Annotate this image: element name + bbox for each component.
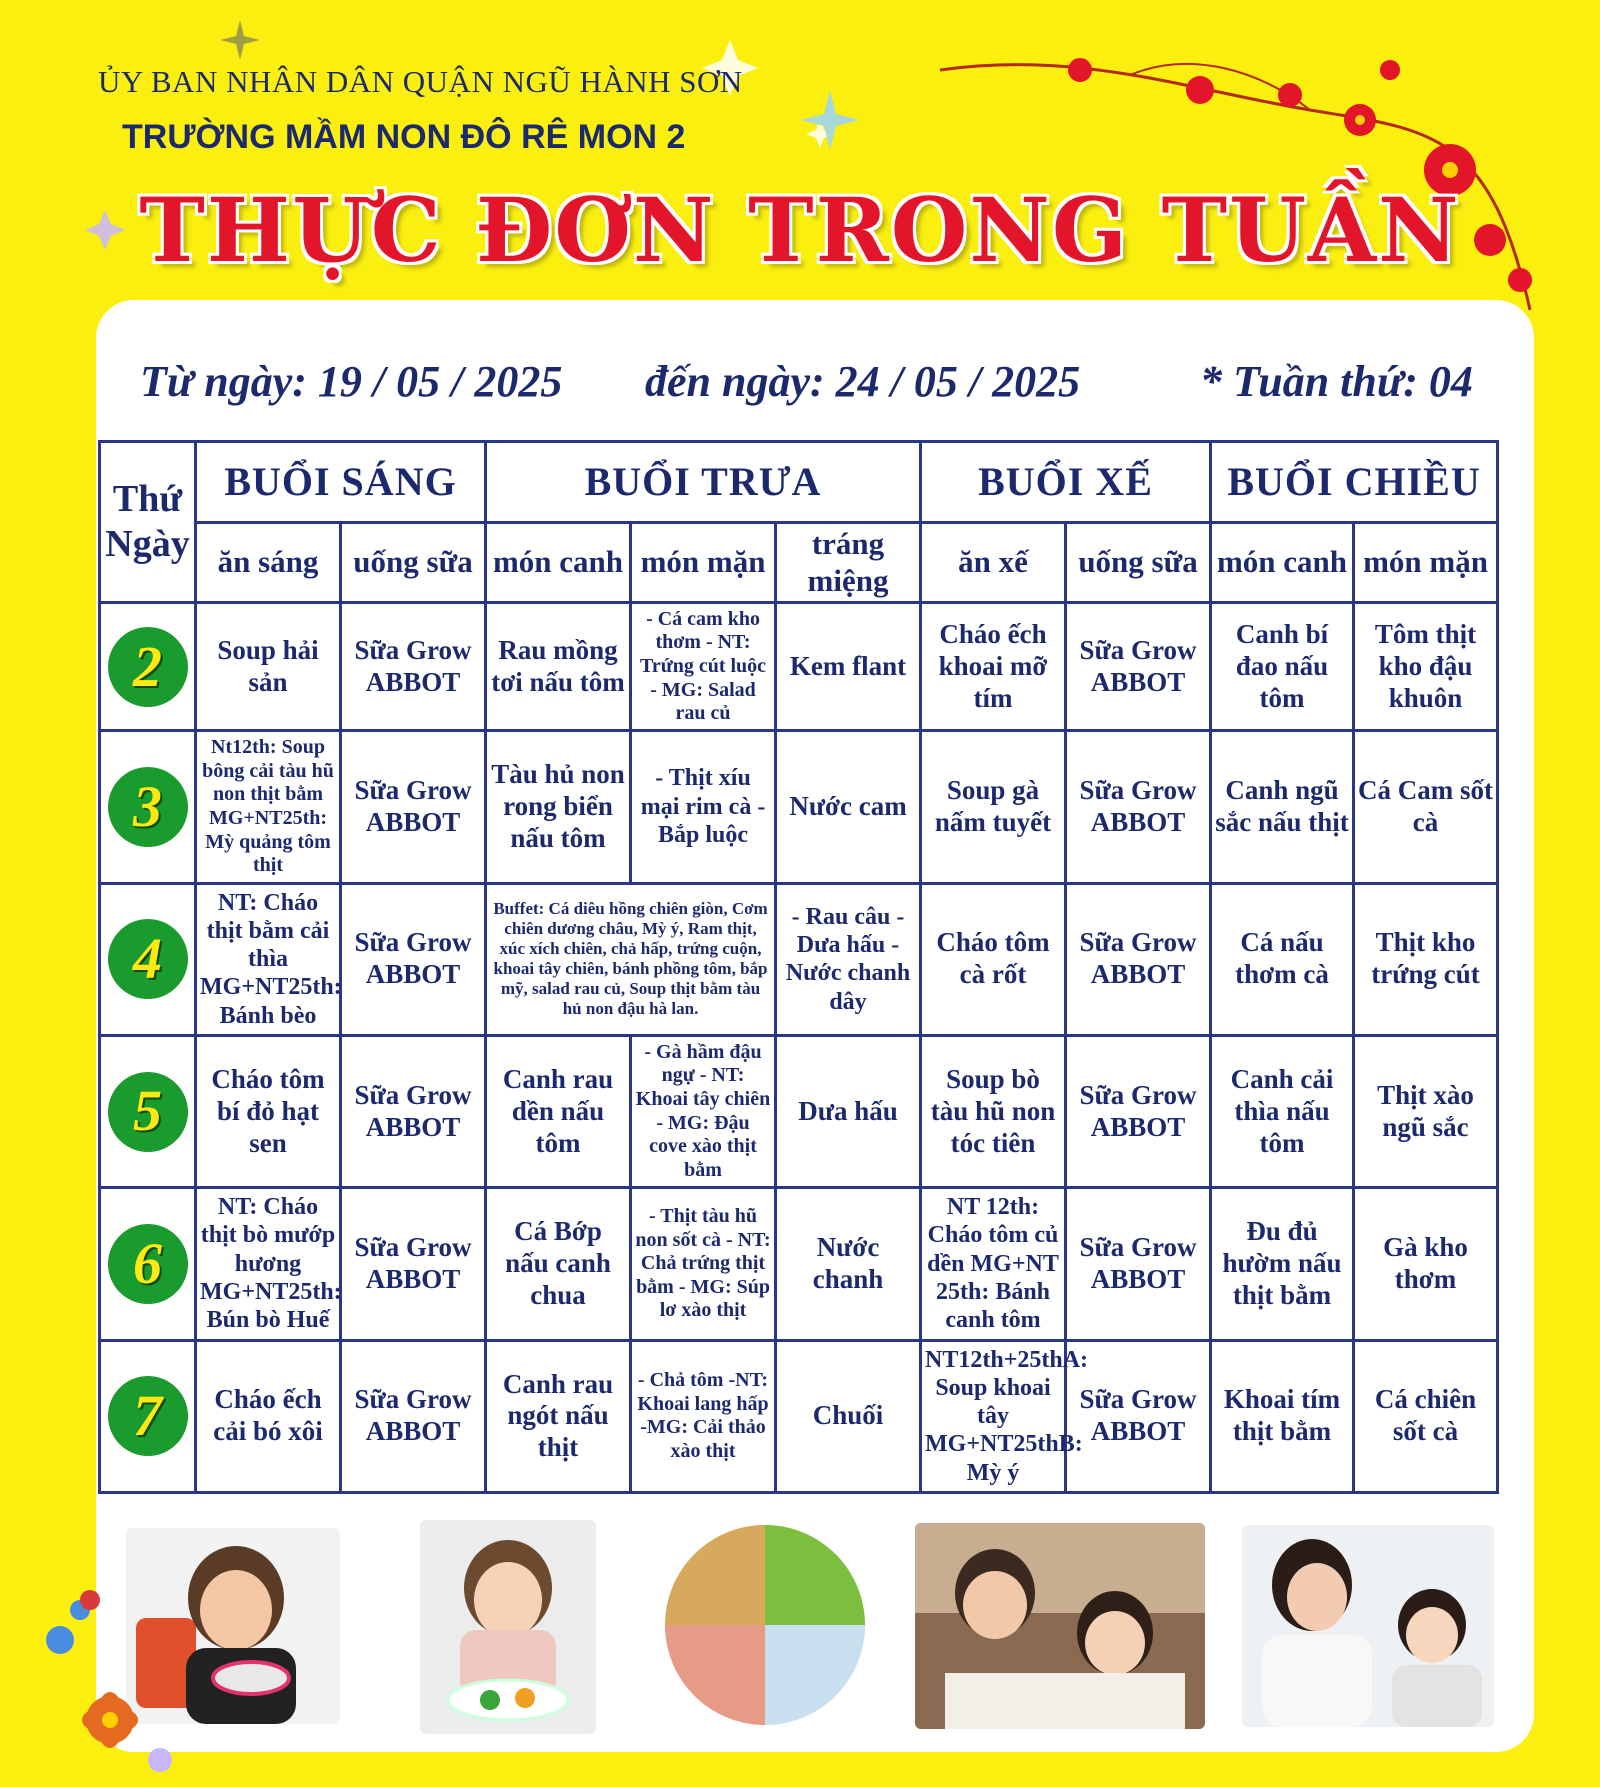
menu-cell: Nt12th: Soup bông cải tàu hũ non thịt bằm MG+NT25th: Mỳ quảng tôm thịt bbox=[196, 731, 341, 883]
table-row bbox=[100, 1188, 1498, 1340]
group-noon: BUỔI TRƯA bbox=[486, 442, 921, 523]
day-number-badge: 3 bbox=[108, 767, 188, 847]
food-groups-photo bbox=[660, 1520, 870, 1730]
menu-cell: Dưa hấu bbox=[776, 1035, 921, 1187]
menu-cell: Cá chiên sốt cà bbox=[1354, 1340, 1498, 1492]
menu-cell: Canh bí đao nấu tôm bbox=[1211, 603, 1354, 731]
subheader: món mặn bbox=[631, 523, 776, 603]
menu-cell: Sữa Grow ABBOT bbox=[1066, 603, 1211, 731]
day-cell bbox=[100, 731, 196, 883]
menu-cell: Sữa Grow ABBOT bbox=[1066, 883, 1211, 1035]
menu-cell: - Cá cam kho thơm - NT: Trứng cút luộc - MG: Salad rau củ bbox=[631, 603, 776, 731]
subheader: uống sữa bbox=[341, 523, 486, 603]
menu-cell: Soup hải sản bbox=[196, 603, 341, 731]
day-cell bbox=[100, 1188, 196, 1340]
baby-plate-photo bbox=[420, 1520, 596, 1734]
menu-cell: Cháo ếch cải bó xôi bbox=[196, 1340, 341, 1492]
date-to: đến ngày: 24 / 05 / 2025 bbox=[645, 357, 1081, 406]
menu-cell: Cháo ếch khoai mỡ tím bbox=[921, 603, 1066, 731]
day-number-badge: 6 bbox=[108, 1224, 188, 1304]
table-row bbox=[100, 603, 1498, 731]
menu-cell: Gà kho thơm bbox=[1354, 1188, 1498, 1340]
menu-cell: Sữa Grow ABBOT bbox=[341, 883, 486, 1035]
menu-cell: - Thịt xíu mại rim cà - Bắp luộc bbox=[631, 731, 776, 883]
page-title: THỰC ĐƠN TRONG TUẦN bbox=[139, 178, 1461, 282]
children-eating-photo bbox=[915, 1523, 1205, 1729]
menu-cell: Sữa Grow ABBOT bbox=[341, 603, 486, 731]
mother-feeding-photo bbox=[1242, 1525, 1494, 1727]
menu-cell: NT: Cháo thịt bằm cải thìa MG+NT25th: Bánh bèo bbox=[196, 883, 341, 1035]
menu-cell: - Thịt tàu hũ non sốt cà - NT: Chả trứng thịt bằm - MG: Súp lơ xào thịt bbox=[631, 1188, 776, 1340]
subheader: ăn sáng bbox=[196, 523, 341, 603]
menu-cell: Sữa Grow ABBOT bbox=[1066, 1340, 1211, 1492]
menu-cell: Nước chanh bbox=[776, 1188, 921, 1340]
menu-cell: Tôm thịt kho đậu khuôn bbox=[1354, 603, 1498, 731]
day-number-badge: 2 bbox=[108, 627, 188, 707]
subheader: món mặn bbox=[1354, 523, 1498, 603]
day-cell bbox=[100, 603, 196, 731]
menu-cell: NT 12th: Cháo tôm củ dền MG+NT 25th: Bánh canh tôm bbox=[921, 1188, 1066, 1340]
menu-cell: Soup bò tàu hũ non tóc tiên bbox=[921, 1035, 1066, 1187]
authority-name: ỦY BAN NHÂN DÂN QUẬN NGŨ HÀNH SƠN bbox=[98, 64, 743, 99]
menu-cell: Sữa Grow ABBOT bbox=[341, 1340, 486, 1492]
menu-cell: Kem flant bbox=[776, 603, 921, 731]
menu-cell: - Gà hầm đậu ngự - NT: Khoai tây chiên - MG: Đậu cove xào thịt bằm bbox=[631, 1035, 776, 1187]
menu-cell: Đu đủ hườm nấu thịt bằm bbox=[1211, 1188, 1354, 1340]
menu-cell: NT: Cháo thịt bò mướp hương MG+NT25th: Bún bò Huế bbox=[196, 1188, 341, 1340]
menu-cell: Cá Cam sốt cà bbox=[1354, 731, 1498, 883]
menu-cell: Sữa Grow ABBOT bbox=[1066, 731, 1211, 883]
table-row bbox=[100, 883, 1498, 1035]
table-row bbox=[100, 1035, 1498, 1187]
subheader: uống sữa bbox=[1066, 523, 1211, 603]
school-name: TRƯỜNG MẦM NON ĐÔ RÊ MON 2 bbox=[122, 118, 686, 156]
day-cell bbox=[100, 1035, 196, 1187]
menu-cell: Sữa Grow ABBOT bbox=[341, 1035, 486, 1187]
menu-cell: Canh ngũ sắc nấu thịt bbox=[1211, 731, 1354, 883]
menu-cell: Sữa Grow ABBOT bbox=[1066, 1035, 1211, 1187]
menu-cell: Khoai tím thịt bằm bbox=[1211, 1340, 1354, 1492]
menu-cell: Chuối bbox=[776, 1340, 921, 1492]
day-number-badge: 7 bbox=[108, 1376, 188, 1456]
menu-cell: Tàu hủ non rong biển nấu tôm bbox=[486, 731, 631, 883]
menu-cell: Canh rau dền nấu tôm bbox=[486, 1035, 631, 1187]
weekly-menu-table bbox=[98, 440, 1499, 1494]
menu-cell: Canh cải thìa nấu tôm bbox=[1211, 1035, 1354, 1187]
flower-decoration-bottom-left bbox=[20, 1570, 180, 1780]
group-afternoon: BUỔI CHIỀU bbox=[1211, 442, 1498, 523]
table-row bbox=[100, 731, 1498, 883]
menu-cell: - Rau câu - Dưa hấu - Nước chanh dây bbox=[776, 883, 921, 1035]
menu-cell: Nước cam bbox=[776, 731, 921, 883]
menu-cell: Sữa Grow ABBOT bbox=[341, 1188, 486, 1340]
menu-cell: NT12th+25thA: Soup khoai tây MG+NT25thB: Mỳ ý bbox=[921, 1340, 1066, 1492]
date-from: Từ ngày: 19 / 05 / 2025 bbox=[140, 357, 563, 406]
menu-cell: Soup gà nấm tuyết bbox=[921, 731, 1066, 883]
menu-cell: Cá Bớp nấu canh chua bbox=[486, 1188, 631, 1340]
group-morning: BUỔI SÁNG bbox=[196, 442, 486, 523]
table-row bbox=[100, 1340, 1498, 1492]
menu-cell: Canh rau ngót nấu thịt bbox=[486, 1340, 631, 1492]
day-cell bbox=[100, 883, 196, 1035]
menu-cell: Thịt xào ngũ sắc bbox=[1354, 1035, 1498, 1187]
menu-cell: Sữa Grow ABBOT bbox=[341, 731, 486, 883]
buffet-cell: Buffet: Cá diêu hồng chiên giòn, Cơm chiên dương châu, Mỳ ý, Ram thịt, xúc xích chiên, chả hấp, trứng cuộn, khoai tây chiên, bánh phồng tôm, bắp mỹ, salad rau củ, Soup thịt bằm tàu hủ non đậu hà lan. bbox=[486, 883, 776, 1035]
menu-cell: - Chả tôm -NT: Khoai lang hấp -MG: Cải thảo xào thịt bbox=[631, 1340, 776, 1492]
menu-cell: Rau mồng tơi nấu tôm bbox=[486, 603, 631, 731]
menu-cell: Cháo tôm cà rốt bbox=[921, 883, 1066, 1035]
day-number-badge: 5 bbox=[108, 1072, 188, 1152]
subheader: món canh bbox=[486, 523, 631, 603]
day-cell bbox=[100, 1340, 196, 1492]
menu-cell: Thịt kho trứng cút bbox=[1354, 883, 1498, 1035]
group-snack: BUỔI XẾ bbox=[921, 442, 1211, 523]
subheader: tráng miệng bbox=[776, 523, 921, 603]
subheader: ăn xế bbox=[921, 523, 1066, 603]
subheader: món canh bbox=[1211, 523, 1354, 603]
menu-cell: Cháo tôm bí đỏ hạt sen bbox=[196, 1035, 341, 1187]
day-number-badge: 4 bbox=[108, 919, 188, 999]
day-column-header: Thứ Ngày bbox=[100, 442, 196, 603]
week-number: * Tuần thứ: 04 bbox=[1200, 357, 1473, 406]
menu-cell: Sữa Grow ABBOT bbox=[1066, 1188, 1211, 1340]
menu-cell: Cá nấu thơm cà bbox=[1211, 883, 1354, 1035]
